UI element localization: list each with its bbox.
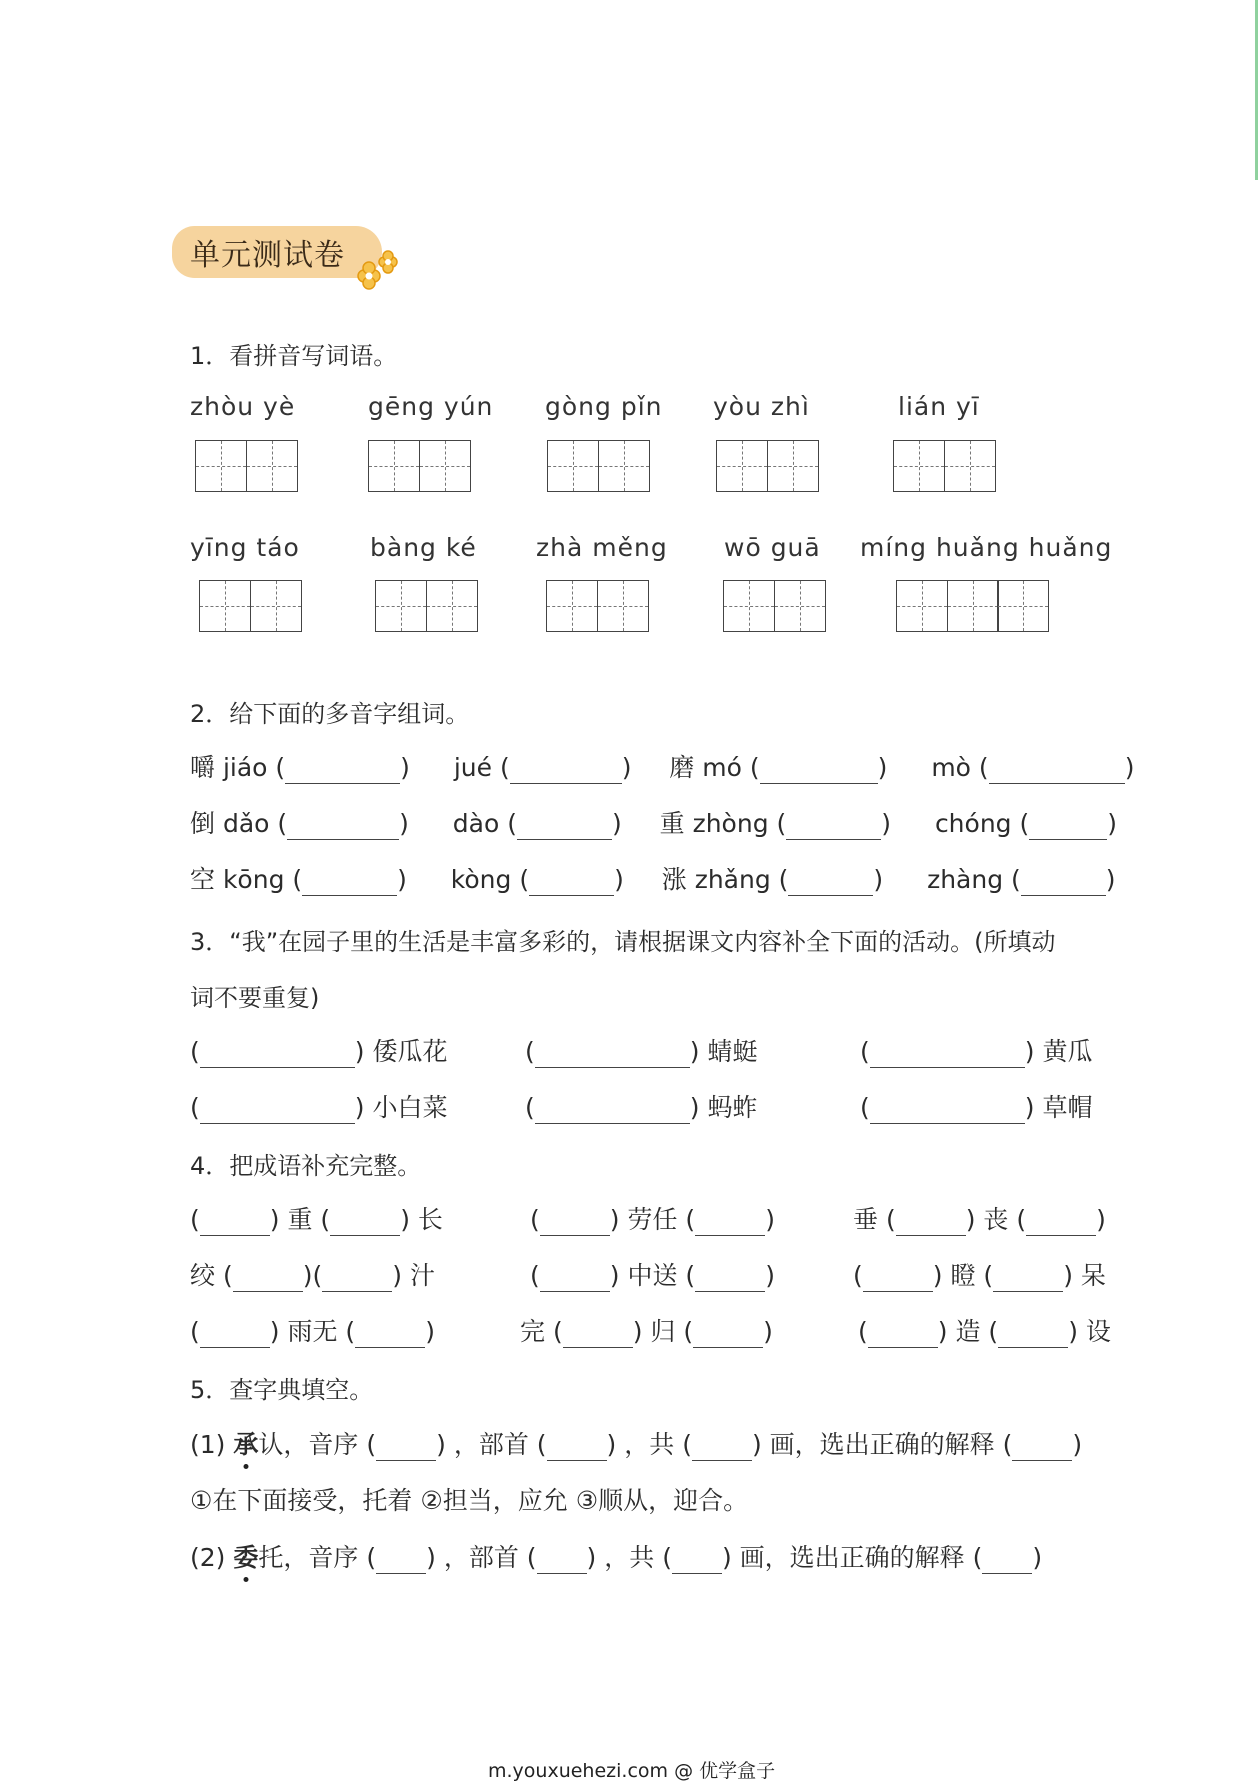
- idiom-char: 中送: [627, 1261, 678, 1290]
- badge-title: 单元测试卷: [190, 238, 345, 273]
- part-text: ，部首: [453, 1430, 529, 1459]
- answer-blank[interactable]: [870, 1095, 1025, 1124]
- answer-blank[interactable]: [896, 1207, 966, 1236]
- writing-grid[interactable]: [716, 440, 817, 492]
- q3-item: ( ) 黄瓜: [860, 1037, 1093, 1066]
- answer-blank[interactable]: [863, 1263, 933, 1292]
- answer-blank[interactable]: [693, 1319, 763, 1348]
- pinyin-ming-huang-huang: míng huǎng huǎng: [860, 533, 1113, 562]
- idiom-item: 绞 ( )( ) 汁: [190, 1261, 435, 1290]
- q3-title-line1: 3．“我”在园子里的生活是丰富多彩的，请根据课文内容补全下面的活动。(所填动: [190, 928, 1056, 956]
- answer-blank[interactable]: [200, 1095, 355, 1124]
- answer-blank[interactable]: [1029, 811, 1107, 840]
- idiom-char: 垂: [853, 1205, 879, 1234]
- q1-title: 1．看拼音写词语。: [190, 342, 398, 370]
- q2-title: 2．给下面的多音字组词。: [190, 700, 470, 728]
- answer-blank[interactable]: [200, 1319, 270, 1348]
- idiom-item: 垂 ( ) 丧 ( ): [853, 1205, 1106, 1234]
- q5-part-2: (2) 委托，音序 ( ) ，部首 ( ) ，共 ( ) 画，选出正确的解释 ( ): [190, 1538, 1042, 1574]
- answer-blank[interactable]: [989, 755, 1125, 784]
- q4-title: 4．把成语补充完整。: [190, 1152, 422, 1180]
- char-mo2: mò: [931, 753, 971, 782]
- idiom-item: ( ) 雨无 ( ): [190, 1317, 435, 1346]
- idiom-char: 造: [955, 1317, 981, 1346]
- answer-blank[interactable]: [788, 867, 873, 896]
- q5-part-1: (1) 承认，音序 ( ) ，部首 ( ) ，共 ( ) 画，选出正确的解释 ( ): [190, 1425, 1082, 1461]
- idiom-char: 丧: [983, 1205, 1009, 1234]
- writing-grid[interactable]: [896, 580, 1048, 632]
- idiom-char: 归: [650, 1317, 676, 1346]
- q3-item-label: 蜻蜓: [707, 1037, 758, 1066]
- q3-item: ( ) 蜻蜓: [525, 1037, 758, 1066]
- char-dao3: 倒 dǎo: [190, 809, 270, 838]
- writing-grid[interactable]: [375, 580, 476, 632]
- q2-row-3: 空 kōng ( ) kòng ( ) 涨 zhǎng ( ) zhàng ( ): [190, 865, 1116, 894]
- q2-row-1: 嚼 jiáo ( ) jué ( ) 磨 mó ( ) mò ( ): [190, 753, 1135, 782]
- idiom-char: 瞪: [950, 1261, 976, 1290]
- answer-blank[interactable]: [540, 1207, 610, 1236]
- idiom-item: 完 ( ) 归 ( ): [520, 1317, 773, 1346]
- answer-blank[interactable]: [355, 1319, 425, 1348]
- answer-blank[interactable]: [868, 1319, 938, 1348]
- part-text: 托，音序: [258, 1543, 359, 1572]
- answer-blank[interactable]: [302, 867, 397, 896]
- writing-grid[interactable]: [368, 440, 469, 492]
- answer-blank[interactable]: [547, 1432, 607, 1461]
- answer-blank[interactable]: [540, 1263, 610, 1292]
- q3-item-label: 黄瓜: [1042, 1037, 1093, 1066]
- char-kong1: 空 kōng: [190, 865, 285, 894]
- flower-decoration-icon: [350, 250, 400, 290]
- idiom-item: ( ) 造 ( ) 设: [858, 1317, 1111, 1346]
- pinyin-wo-gua: wō guā: [724, 533, 821, 562]
- pinyin-geng-yun: gēng yún: [368, 392, 494, 421]
- idiom-item: ( ) 劳任 ( ): [530, 1205, 775, 1234]
- idiom-char: 劳任: [627, 1205, 678, 1234]
- answer-blank[interactable]: [376, 1432, 436, 1461]
- char-zhong: 重 zhòng: [659, 809, 769, 838]
- part-number: (1): [190, 1430, 226, 1459]
- idiom-char: 设: [1085, 1317, 1111, 1346]
- answer-blank[interactable]: [200, 1207, 270, 1236]
- char-zhang4: zhàng: [927, 865, 1004, 894]
- answer-blank[interactable]: [998, 1319, 1068, 1348]
- answer-blank[interactable]: [330, 1207, 400, 1236]
- pinyin-zha-meng: zhà měng: [536, 533, 668, 562]
- answer-blank[interactable]: [535, 1039, 690, 1068]
- pinyin-zhou-ye: zhòu yè: [190, 392, 296, 421]
- q5-options: ①在下面接受，托着 ②担当，应允 ③顺从，迎合。: [190, 1486, 749, 1515]
- q3-item-label: 草帽: [1042, 1093, 1093, 1122]
- writing-grid[interactable]: [547, 440, 648, 492]
- char-jiao: 嚼 jiáo: [190, 753, 268, 782]
- answer-blank[interactable]: [287, 811, 399, 840]
- q3-title-line2: 词不要重复): [190, 984, 320, 1012]
- pinyin-ying-tao: yīng táo: [190, 533, 300, 562]
- q3-item-label: 倭瓜花: [372, 1037, 448, 1066]
- answer-blank[interactable]: [786, 811, 881, 840]
- char-mo: 磨 mó: [669, 753, 742, 782]
- idiom-char: 汁: [409, 1261, 435, 1290]
- part-text: 认，音序: [258, 1430, 359, 1459]
- writing-grid[interactable]: [195, 440, 296, 492]
- idiom-char: 完: [520, 1317, 546, 1346]
- writing-grid[interactable]: [546, 580, 647, 632]
- part-text: ，共: [624, 1430, 675, 1459]
- answer-blank[interactable]: [1012, 1432, 1072, 1461]
- answer-blank[interactable]: [285, 755, 400, 784]
- q3-item: ( ) 小白菜: [190, 1093, 448, 1122]
- writing-grid[interactable]: [893, 440, 994, 492]
- pinyin-gong-pin: gòng pǐn: [545, 392, 663, 421]
- answer-blank[interactable]: [1021, 867, 1106, 896]
- pinyin-you-zhi: yòu zhì: [713, 392, 810, 421]
- answer-blank[interactable]: [695, 1263, 765, 1292]
- part-text: 画，选出正确的解释: [739, 1543, 965, 1572]
- dotted-char: 委: [233, 1538, 258, 1574]
- answer-blank[interactable]: [517, 811, 612, 840]
- answer-blank[interactable]: [692, 1432, 752, 1461]
- q3-item-label: 小白菜: [372, 1093, 448, 1122]
- answer-blank[interactable]: [695, 1207, 765, 1236]
- idiom-item: ( ) 瞪 ( ) 呆: [853, 1261, 1106, 1290]
- answer-blank[interactable]: [563, 1319, 633, 1348]
- answer-blank[interactable]: [535, 1095, 690, 1124]
- answer-blank[interactable]: [322, 1263, 392, 1292]
- answer-blank[interactable]: [993, 1263, 1063, 1292]
- idiom-char: 绞: [190, 1261, 216, 1290]
- idiom-char: 呆: [1080, 1261, 1106, 1290]
- char-kong4: kòng: [450, 865, 512, 894]
- char-jue: jué: [453, 753, 492, 782]
- answer-blank[interactable]: [760, 755, 878, 784]
- q5-title: 5．查字典填空。: [190, 1376, 374, 1404]
- answer-blank[interactable]: [870, 1039, 1025, 1068]
- answer-blank[interactable]: [376, 1545, 426, 1574]
- idiom-item: ( ) 重 ( ) 长: [190, 1205, 443, 1234]
- dotted-char: 承: [233, 1425, 258, 1461]
- footer-source: m.youxuehezi.com @ 优学盒子: [488, 1760, 776, 1782]
- pinyin-bang-ke: bàng ké: [370, 533, 477, 562]
- writing-grid[interactable]: [723, 580, 824, 632]
- answer-blank[interactable]: [510, 755, 622, 784]
- part-text: ，共: [604, 1543, 655, 1572]
- idiom-char: 雨无: [287, 1317, 338, 1346]
- answer-blank[interactable]: [1026, 1207, 1096, 1236]
- idiom-item: ( ) 中送 ( ): [530, 1261, 775, 1290]
- idiom-char: 重: [287, 1205, 313, 1234]
- char-zhang3: 涨 zhǎng: [661, 865, 771, 894]
- part-number: (2): [190, 1543, 226, 1572]
- idiom-char: 长: [417, 1205, 443, 1234]
- answer-blank[interactable]: [982, 1545, 1032, 1574]
- pinyin-lian-yi: lián yī: [898, 392, 980, 421]
- answer-blank[interactable]: [672, 1545, 722, 1574]
- part-text: ，部首: [443, 1543, 519, 1572]
- answer-blank[interactable]: [529, 867, 614, 896]
- answer-blank[interactable]: [233, 1263, 303, 1292]
- q3-item: ( ) 草帽: [860, 1093, 1093, 1122]
- q3-item: ( ) 蚂蚱: [525, 1093, 758, 1122]
- char-chong: chóng: [934, 809, 1012, 838]
- q2-row-2: 倒 dǎo ( ) dào ( ) 重 zhòng ( ) chóng ( ): [190, 809, 1118, 838]
- answer-blank[interactable]: [200, 1039, 355, 1068]
- writing-grid[interactable]: [199, 580, 300, 632]
- answer-blank[interactable]: [537, 1545, 587, 1574]
- q3-item-label: 蚂蚱: [707, 1093, 758, 1122]
- q3-item: ( ) 倭瓜花: [190, 1037, 448, 1066]
- part-text: 画，选出正确的解释: [769, 1430, 995, 1459]
- char-dao4: dào: [452, 809, 500, 838]
